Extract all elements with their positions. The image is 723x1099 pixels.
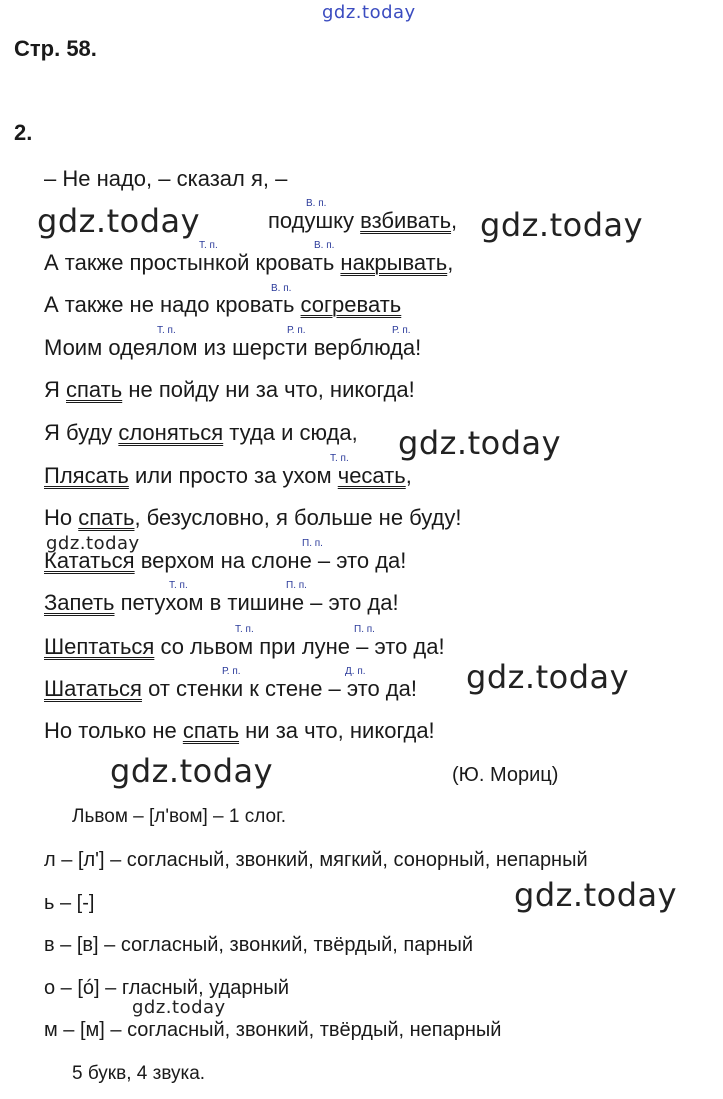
verb-infinitive: спать (66, 377, 123, 402)
verb-infinitive: Запеть (44, 590, 115, 615)
poem-line: Плясать или просто за ухом чесать, (44, 463, 412, 488)
case-note: Д. п. (345, 666, 366, 677)
watermark: gdz.today (514, 876, 678, 914)
poem-author: (Ю. Мориц) (452, 764, 559, 786)
verb-infinitive: накрывать (340, 250, 448, 275)
watermark: gdz.today (398, 424, 562, 462)
analysis-row: ь – [-] (44, 892, 95, 914)
poem-line: Моим одеялом из шерсти верблюда! (44, 335, 422, 360)
case-note: Р. п. (392, 325, 411, 336)
analysis-row: л – [л'] – согласный, звонкий, мягкий, сонорный, непарный (44, 849, 588, 871)
watermark: gdz.today (110, 752, 274, 790)
poem-line: – Не надо, – сказал я, – (44, 166, 288, 191)
poem-line: подушку взбивать, (268, 208, 458, 233)
watermark: gdz.today (132, 997, 226, 1018)
case-note: П. п. (354, 624, 375, 635)
verb-infinitive: Плясать (44, 463, 129, 488)
case-note: П. п. (286, 580, 307, 591)
case-note: В. п. (271, 283, 292, 294)
verb-infinitive: Шататься (44, 676, 142, 701)
poem-line: Шататься от стенки к стене – это да! (44, 676, 417, 701)
case-note: П. п. (302, 538, 323, 549)
watermark: gdz.today (480, 206, 644, 244)
poem-line: Шептаться со львом при луне – это да! (44, 634, 445, 659)
watermark-top: gdz.today (322, 2, 416, 23)
verb-infinitive: спать (78, 505, 135, 530)
watermark: gdz.today (46, 533, 140, 554)
case-note: Т. п. (235, 624, 254, 635)
watermark: gdz.today (37, 202, 201, 240)
case-note: В. п. (314, 240, 335, 251)
watermark: gdz.today (466, 658, 630, 696)
case-note: Т. п. (169, 580, 188, 591)
task-number: 2. (14, 120, 33, 145)
verb-infinitive: согревать (300, 292, 402, 317)
verb-infinitive: спать (182, 718, 240, 743)
analysis-row: м – [м] – согласный, звонкий, твёрдый, непарный (44, 1019, 502, 1041)
case-note: Р. п. (222, 666, 241, 677)
case-note: Т. п. (157, 325, 176, 336)
poem-line: Я буду слоняться туда и сюда, (44, 420, 358, 445)
poem-line: Кататься верхом на слоне – это да! (44, 548, 407, 573)
case-note: Т. п. (199, 240, 218, 251)
analysis-row: в – [в] – согласный, звонкий, твёрдый, парный (44, 934, 474, 956)
case-note: В. п. (306, 198, 327, 209)
page-number: Стр. 58. (14, 36, 97, 61)
poem-line: Я спать не пойду ни за что, никогда! (44, 377, 415, 402)
analysis-title: Львом – [л'вом] – 1 слог. (72, 806, 287, 827)
case-note: Т. п. (330, 453, 349, 464)
poem-line: А также простынкой кровать накрывать, (44, 250, 454, 275)
verb-infinitive: Шептаться (44, 634, 155, 659)
poem-line: А также не надо кровать согревать (44, 292, 402, 317)
verb-infinitive: слоняться (118, 420, 224, 445)
poem-line: Запеть петухом в тишине – это да! (44, 590, 399, 615)
poem-line: Но только не спать ни за что, никогда! (44, 718, 435, 743)
verb-infinitive: взбивать (360, 208, 452, 233)
poem-line: Но спать, безусловно, я больше не буду! (44, 505, 462, 530)
case-note: Р. п. (287, 325, 306, 336)
analysis-row: о – [ó] – гласный, ударный (44, 977, 290, 999)
verb-infinitive: Кататься (44, 548, 135, 573)
verb-infinitive: чесать (337, 463, 406, 488)
analysis-summary: 5 букв, 4 звука. (72, 1063, 206, 1084)
